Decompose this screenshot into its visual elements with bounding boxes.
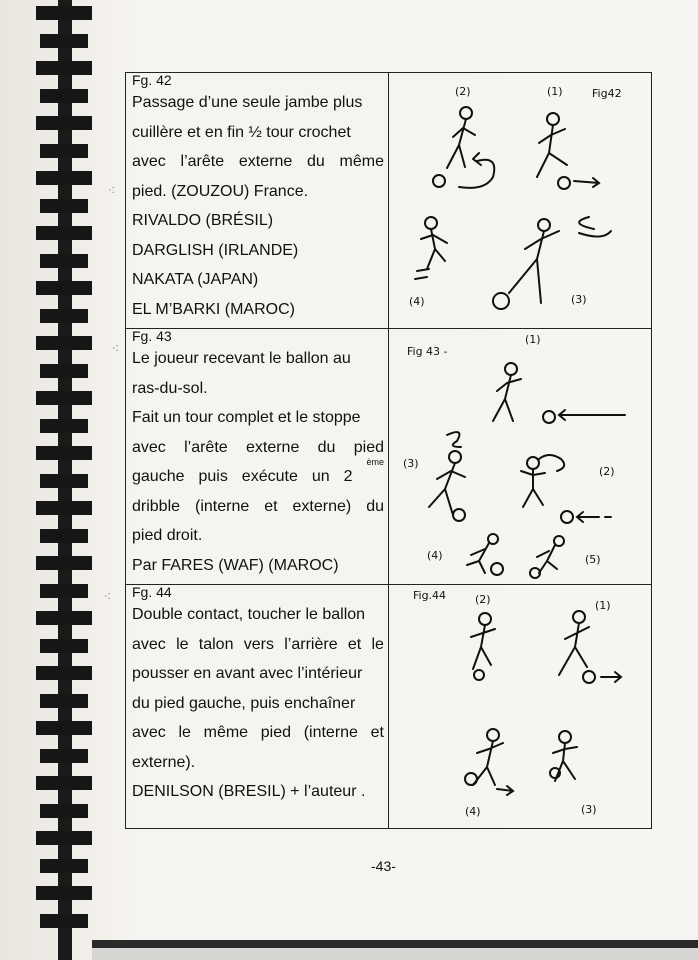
- step-label: (1): [525, 333, 541, 346]
- bottom-edge-shadow: [92, 940, 698, 948]
- binding-ring: [36, 281, 92, 295]
- description-word: même: [203, 724, 249, 741]
- step-label: (4): [409, 295, 425, 308]
- binding-ring: [36, 116, 92, 130]
- description-word: Par FARES (WAF) (MAROC): [132, 556, 339, 574]
- description-word: pied: [353, 438, 384, 456]
- sketch-caption: Fig 43 -: [407, 345, 448, 358]
- description-word: vers: [243, 635, 274, 653]
- description-word: du: [307, 153, 325, 170]
- binding-ring: [36, 6, 92, 20]
- description-word: puis: [198, 468, 228, 485]
- figure-text-43: [126, 329, 389, 584]
- description-word: Passage d’une seule jambe plus: [132, 94, 363, 111]
- step-label: (3): [581, 803, 597, 816]
- description-word: (interne: [195, 497, 250, 515]
- binding-ring: [40, 914, 88, 928]
- figure-description: [132, 88, 384, 324]
- binding-ring: [36, 61, 92, 75]
- description-line: [132, 147, 384, 177]
- description-line: [132, 118, 384, 148]
- description-word: le: [176, 635, 189, 653]
- step-label: (1): [595, 599, 611, 612]
- description-word: talon: [198, 635, 234, 653]
- step-label: (2): [455, 85, 471, 98]
- description-word: avec: [132, 438, 166, 456]
- description-word: le: [371, 635, 384, 653]
- description-line: [132, 206, 384, 236]
- binding-ring: [40, 419, 88, 433]
- figure-label: Fg. 43: [132, 328, 172, 344]
- description-word: EL M’BARKI (MAROC): [132, 300, 295, 318]
- description-line: [132, 492, 384, 522]
- description-word: avec: [132, 153, 166, 170]
- stick-figure-sketch: [389, 329, 651, 585]
- description-word: l’arête: [184, 438, 228, 456]
- description-line: [132, 457, 384, 492]
- binding-ring: [40, 749, 88, 763]
- binding-ring: [40, 694, 88, 708]
- binding-ring: [40, 199, 88, 213]
- description-word: Fait un tour complet et le stoppe: [132, 409, 361, 426]
- figure-description: [132, 344, 384, 580]
- description-word: RIVALDO (BRÉSIL): [132, 212, 274, 229]
- description-word: exécute: [241, 468, 298, 485]
- description-word: du pied gauche, puis enchaîner: [132, 694, 356, 712]
- figures-table: [125, 72, 652, 829]
- binding-ring: [40, 364, 88, 378]
- figure-description: [132, 600, 384, 807]
- step-label: (2): [475, 593, 491, 606]
- ordinal-superscript: ème: [366, 457, 384, 467]
- description-line: [132, 177, 384, 207]
- figure-sketch-44: [389, 585, 651, 828]
- description-word: DARGLISH (IRLANDE): [132, 241, 299, 259]
- binding-ring: [40, 254, 88, 268]
- description-line: [132, 689, 384, 719]
- step-label: (1): [547, 85, 563, 98]
- description-word: même: [339, 153, 384, 170]
- description-line: [132, 718, 384, 748]
- description-word: externe: [245, 438, 300, 456]
- binding-ring: [40, 89, 88, 103]
- description-word: l’arête: [180, 153, 225, 170]
- description-line: [132, 521, 384, 551]
- figure-label: Fg. 42: [132, 72, 172, 88]
- step-label: (2): [599, 465, 615, 478]
- description-line: [132, 551, 384, 581]
- description-line: [132, 344, 384, 374]
- description-line: [132, 88, 384, 118]
- description-line: [132, 659, 384, 689]
- figure-label: Fg. 44: [132, 584, 172, 600]
- description-word: 2: [343, 468, 353, 485]
- figure-row-43: [126, 329, 651, 585]
- sketch-caption: Fig42: [592, 87, 622, 100]
- step-label: (5): [585, 553, 601, 566]
- description-word: pied. (ZOUZOU) France.: [132, 182, 309, 200]
- binding-ring: [36, 226, 92, 240]
- margin-mark: ·:: [112, 342, 119, 354]
- description-word: un: [311, 468, 330, 485]
- binding-ring: [40, 529, 88, 543]
- binding-ring: [40, 309, 88, 323]
- description-line: [132, 777, 384, 807]
- binding-ring: [36, 501, 92, 515]
- binding-ring: [36, 391, 92, 405]
- binding-ring: [36, 886, 92, 900]
- description-word: avec: [132, 724, 166, 741]
- binding-ring: [40, 474, 88, 488]
- description-word: le: [178, 724, 191, 741]
- binding-ring: [40, 34, 88, 48]
- step-label: (3): [403, 457, 419, 470]
- binding-ring: [40, 859, 88, 873]
- description-line: [132, 236, 384, 266]
- figure-row-44: [126, 585, 651, 828]
- description-word: pied droit.: [132, 527, 203, 544]
- binding-ring: [36, 721, 92, 735]
- description-word: externe: [238, 153, 293, 170]
- description-word: gauche: [132, 468, 185, 485]
- description-word: Le joueur recevant le ballon au: [132, 350, 351, 367]
- description-word: du: [317, 438, 336, 456]
- description-word: pied: [260, 724, 292, 741]
- description-word: Double contact, toucher le ballon: [132, 606, 366, 623]
- description-word: (interne: [303, 724, 358, 741]
- figure-sketch-43: [389, 329, 651, 584]
- margin-mark: ·:: [104, 590, 111, 602]
- stick-figure-sketch: [389, 585, 651, 828]
- description-line: [132, 748, 384, 778]
- spiral-binding: [0, 0, 100, 960]
- stick-figure-sketch: [389, 73, 651, 329]
- description-word: avec: [132, 635, 166, 653]
- description-word: et: [370, 724, 384, 741]
- binding-ring: [36, 611, 92, 625]
- description-line: [132, 433, 384, 463]
- binding-ring: [40, 584, 88, 598]
- description-line: [132, 403, 384, 433]
- sketch-caption: Fig.44: [413, 589, 447, 602]
- binding-ring: [36, 171, 92, 185]
- figure-text-44: [126, 585, 389, 828]
- description-word: NAKATA (JAPAN): [132, 271, 259, 288]
- figure-text-42: [126, 73, 389, 328]
- binding-ring: [36, 831, 92, 845]
- figure-row-42: [126, 73, 651, 329]
- description-word: du: [366, 497, 384, 515]
- figure-sketch-42: [389, 73, 651, 328]
- description-word: et: [347, 635, 362, 653]
- binding-ring: [36, 666, 92, 680]
- binding-ring: [36, 446, 92, 460]
- binding-ring: [36, 556, 92, 570]
- binding-ring: [40, 804, 88, 818]
- description-word: ras-du-sol.: [132, 379, 208, 397]
- description-word: cuillère et en fin ½ tour crochet: [132, 123, 351, 141]
- description-word: et: [264, 497, 278, 515]
- step-label: (4): [427, 549, 443, 562]
- bottom-edge: [92, 948, 698, 960]
- binding-ring: [40, 639, 88, 653]
- binding-ring: [40, 144, 88, 158]
- description-line: [132, 374, 384, 404]
- step-label: (4): [465, 805, 481, 818]
- margin-mark: ·:: [108, 184, 115, 196]
- binding-ring: [36, 336, 92, 350]
- description-word: l’arrière: [284, 635, 338, 653]
- description-word: externe).: [132, 753, 196, 771]
- binding-ring: [36, 776, 92, 790]
- description-line: [132, 265, 384, 295]
- description-line: [132, 600, 384, 630]
- page-number: -43-: [371, 858, 396, 874]
- description-word: pousser en avant avec l’intérieur: [132, 665, 363, 682]
- description-line: [132, 295, 384, 325]
- description-line: [132, 630, 384, 660]
- description-word: externe): [292, 497, 352, 515]
- description-word: DENILSON (BRESIL) + l’auteur .: [132, 783, 366, 800]
- step-label: (3): [571, 293, 587, 306]
- description-word: dribble: [132, 497, 181, 515]
